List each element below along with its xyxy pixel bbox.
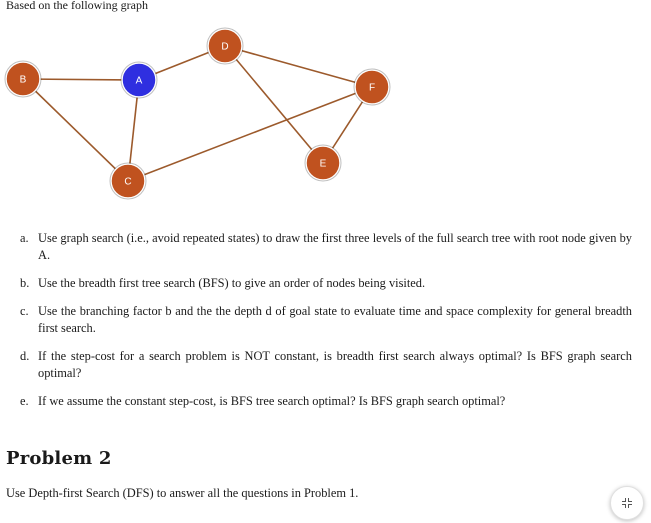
node-b <box>5 61 41 97</box>
question-item <box>20 303 632 337</box>
node-e <box>305 145 341 181</box>
question-letter: b. <box>20 276 30 290</box>
node-label: C <box>124 176 132 188</box>
node-c <box>110 163 146 199</box>
node-label: A <box>135 75 143 87</box>
graph-diagram <box>0 0 651 215</box>
question-list <box>20 230 632 421</box>
edge-d-e <box>225 46 323 163</box>
question-text: Use graph search (i.e., avoid repeated states) to draw the first three levels of the full search tree with root node given by A. <box>38 231 632 262</box>
node-label: F <box>368 82 376 94</box>
question-text: If we assume the constant step-cost, is BFS tree search optimal? Is BFS graph search optimal? <box>38 394 506 408</box>
question-letter: d. <box>20 349 30 363</box>
question-text: If the step-cost for a search problem is NOT constant, is breadth first search always optimal? Is BFS graph search optimal? <box>38 349 632 380</box>
node-label: B <box>19 74 27 86</box>
problem-heading: Problem 2 <box>6 448 112 469</box>
question-letter: c. <box>20 304 29 318</box>
node-f <box>354 69 390 105</box>
collapse-arrows-icon <box>620 496 634 510</box>
graph-nodes <box>5 28 390 199</box>
question-item <box>20 230 632 264</box>
question-item <box>20 348 632 382</box>
node-d <box>207 28 243 64</box>
problem-text: Use Depth-first Search (DFS) to answer all the questions in Problem 1. <box>6 486 359 500</box>
question-letter: e. <box>20 394 29 408</box>
intro-text: Based on the following graph <box>6 0 148 12</box>
edge-b-c <box>23 79 128 181</box>
question-item <box>20 393 632 410</box>
node-label: E <box>319 158 327 170</box>
question-text: Use the branching factor b and the the depth d of goal state to evaluate time and space complexity for general breadth first search. <box>38 304 632 335</box>
node-label: D <box>221 41 229 53</box>
question-text: Use the breadth first tree search (BFS) to give an order of nodes being visited. <box>38 276 426 290</box>
edge-d-f <box>225 46 372 87</box>
question-letter: a. <box>20 231 29 245</box>
question-item <box>20 275 632 292</box>
collapse-button[interactable] <box>610 486 644 520</box>
node-a <box>121 62 157 98</box>
